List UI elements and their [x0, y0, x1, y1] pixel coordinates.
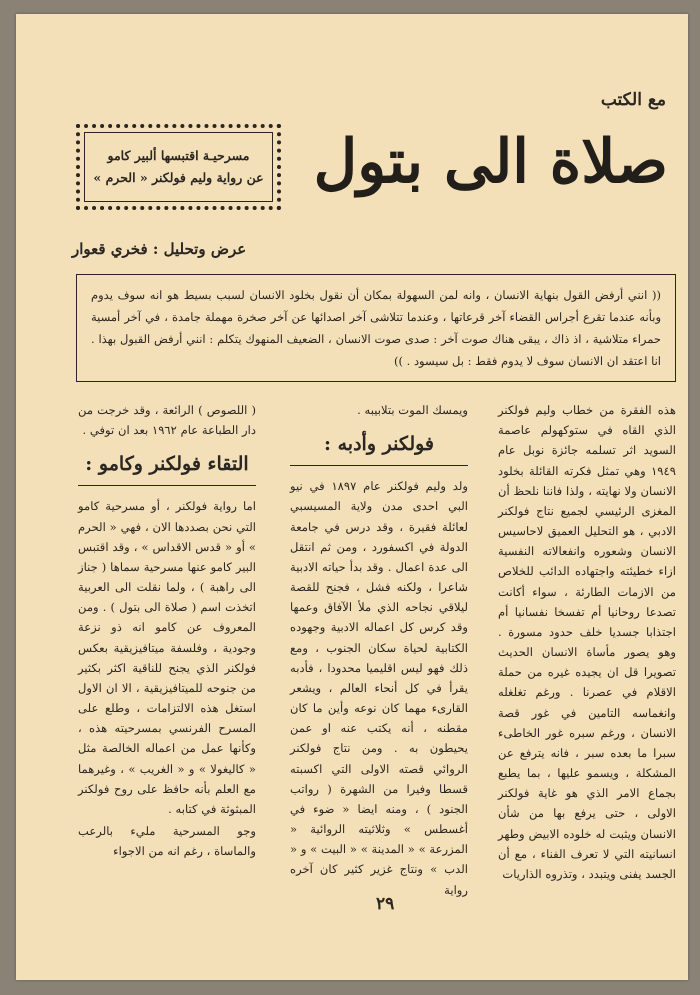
- article-title: صلاة الى بتول: [313, 127, 668, 197]
- quote-box: [76, 274, 676, 382]
- column-3-intro: ( اللصوص ) الرائعة ، وقد خرجت من دار الطباعة عام ١٩٦٢ بعد ان توفي .: [78, 403, 256, 438]
- column-2: [290, 400, 468, 902]
- column-1: [498, 400, 676, 886]
- heading-faulkner-literature: فولكنر وأدبه :: [290, 428, 468, 466]
- byline: عرض وتحليل : فخري قعوار: [72, 240, 247, 258]
- section-label: مع الكتب: [600, 90, 666, 110]
- column-2-paragraph: ولد وليم فولكنر عام ١٨٩٧ في نيو البي احدى مدن ولاية المسيسبي لعائلة فقيرة ، وقد درس في جامعة الدولة في اكسفورد ، ومن ثم انتقل الى عدة اعمال . وقد بدأ حياته الادبية شاعرا ، ولكنه فشل ، فجنح للقصة ليلاقي نجاحه الذي ملأ الآفاق وعمها وقد كرس كل اعماله الادبية وجهوده الكتابية لحياة سكان الجنوب ، ومع ذلك فهو ليس اقليميا محدودا ، فأدبه يقرأ في كل أنحاء العالم ، ويشعر القارىء مهما كان نوعه وأين ما كان مقطنه ، أنه يكتب عنه او عمن يحيطون به . ومن نتاج فولكنر الروائي قصته الاولى التي اكسبته قسطا وفيرا من الشهرة ( رواتب الجنود ) ، ومنه ايضا « ضوء في أغسطس » وثلاثيته الروائية « المزرعة » « المدينة » « البيت » و « الدب » ونتاج غزير كثير كان آخره رواية: [290, 479, 468, 897]
- subtitle-box: [76, 124, 281, 210]
- subtitle-line-1: مسرحيـة اقتبسها ألبير كامو: [107, 147, 250, 163]
- heading-faulkner-camus: التقاء فولكنر وكامو :: [78, 448, 256, 486]
- column-1-paragraph: هذه الفقرة من خطاب وليم فولكنر الذي القاه في ستوكهولم عاصمة السويد اثر تسلمه جائزة نوبل عام ١٩٤٩ وهي تمثل فكرته القائلة بخلود الانسان ولا نهايته ، ولذا فاننا نلحظ أن المغزى الرئيسي لجميع نتاج فولكنر الادبي ، هو التحليل العميق لاحاسيس الانسان وشعوره وانفعالاته النفسية ازاء خطيئته واجتهاده الدائب للخلاص من الازمات الطارئة ، سواء أكانت تصدعا روحانيا أم تفسخا نفسانيا أم اجتذابا جسديا خلف حدود مسورة . وهو يصور مأساة الانسان الحديث تصويرا قل ان يجيده غيره من حملة الاقلام في عصرنا . ورغم تغلغله وانغماسه التامين في غور قصة الانسان ، ورغم سبره غور الخاطىء سبرا ما بعده سبر ، فانه يترفع عن المشكلة ، ويسمو عليها ، بما يطبع بجماع الامر الذي هو غاية فولكنر الاولى ، حتى يرفع بها من شأن الانسان ويثبت له خلوده الابيض وطهر انسانيته التي لا تعرف الفناء ، مع أن الجسد يفنى ويتبدد ، وتذروه الذاريات: [498, 403, 676, 881]
- page-number: ٢٩: [376, 894, 395, 914]
- quote-text: (( انني أرفض القول بنهاية الانسان ، وانه لمن السهولة بمكان أن نقول بخلود الانسان لسبب بسيط هو انه سوف يدوم وبأنه عندما تقرع أجراس القضاء آخر قرعاتها ، وعندما تتلاشى آخر اصدائها عن آخر صخرة مهملة جامدة ، في آخر أمسية حمراء متلاشية ، اذ ذاك ، يبقى هناك صوت آخر : صدى صوت الانسان ، الضعيف المنهوك يتكلم : انني أرفض القبول بهذا . انا اعتقد ان الانسان سوف لا يدوم فقط : بل سيسود . )): [91, 288, 661, 368]
- column-3-paragraph-2: وجو المسرحية مليء بالرعب والماساة ، رغم انه من الاجواء: [78, 824, 256, 859]
- column-3: [78, 400, 256, 863]
- column-3-paragraph-1: اما رواية فولكنر ، أو مسرحية كامو التي نحن بصددها الان ، فهي « الحرم » أو « قدس الاقداس » ، وقد اقتبس البير كامو عنها مسرحية سماها ( جناز الى راهبة ) ، ولما نقلت الى العربية اتخذت اسم ( صلاة الى بتول ) . ومن المعروف عن كامو انه ذو نزعة وجودية ، وفلسفة ميتافيزيقية بعكس فولكنر الذي يجنح للناقية اكثر بكثير من جنوحه للميتافيزيقية ، الا ان الاول استغل هذه الالتزامات ، وطلع على المسرح الفرنسي بمسرحيته هذه ، وكأنها عمل من اعماله الخالصة مثل « كاليغولا » و « الغريب » ، وغيرهما مع العلم بأنه حافظ على روح فولكنر المبثوثة في كتابه .: [78, 499, 256, 816]
- magazine-page: [16, 14, 688, 980]
- column-2-intro: ويمسك الموت بتلابيبه .: [357, 403, 468, 417]
- subtitle-line-2: عن رواية وليم فولكنر « الحرم »: [93, 170, 264, 185]
